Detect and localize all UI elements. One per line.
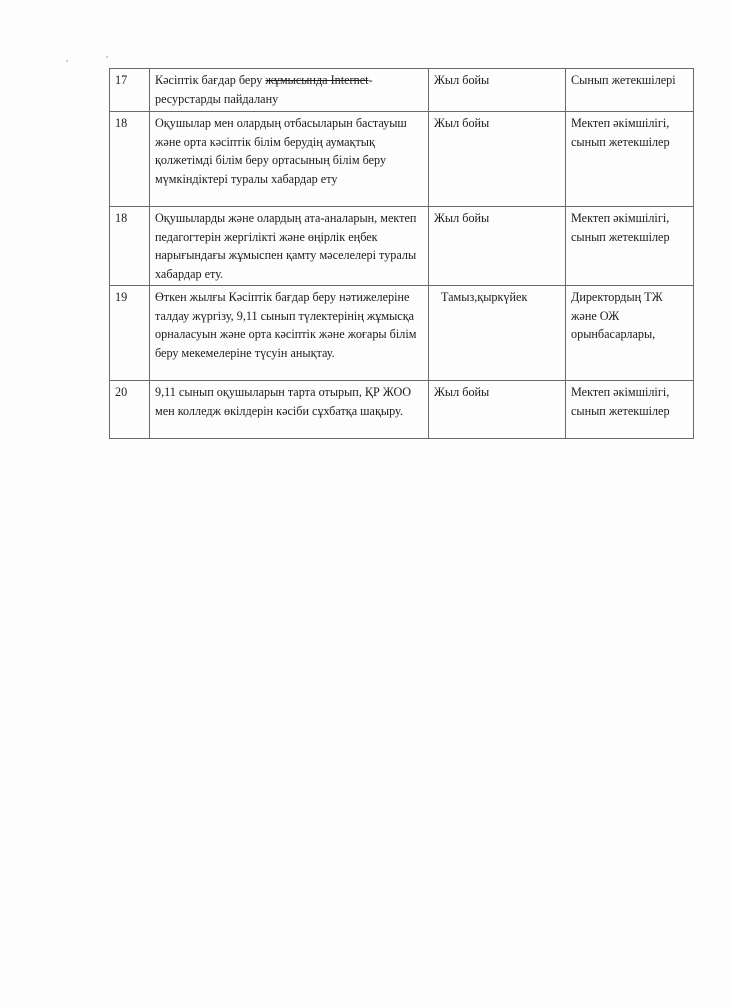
responsible-cell: Мектеп әкімшілігі, сынып жетекшілер [566,112,694,207]
row-number: 18 [110,207,150,286]
activity-cell: 9,11 сынып оқушыларын тарта отырып, ҚР ЖОО мен колледж өкілдерін кәсіби сұхбатқа шақыру. [150,381,429,439]
plan-table [109,68,694,439]
table-row [110,112,694,207]
term-cell: Жыл бойы [429,69,566,112]
term-cell: Жыл бойы [429,381,566,439]
row-number: 19 [110,286,150,381]
row-number: 20 [110,381,150,439]
responsible-cell: Мектеп әкімшілігі, сынып жетекшілер [566,381,694,439]
activity-cell: Оқушыларды және олардың ата-аналарын, мектеп педагогтерін жергілікті және өңірлік еңбек нарығындағы жұмыспен қамту мәселелері туралы хабардар ету. [150,207,429,286]
row-number: 17 [110,69,150,112]
activity-cell [150,69,429,112]
scan-speck [66,60,68,62]
responsible-cell: Директордың ТЖ және ОЖ орынбасарлары, [566,286,694,381]
row-number: 18 [110,112,150,207]
table-row [110,381,694,439]
scan-speck [106,56,108,58]
responsible-cell: Мектеп әкімшілігі, сынып жетекшілер [566,207,694,286]
term-cell: Жыл бойы [429,207,566,286]
term-cell: Жыл бойы [429,112,566,207]
responsible-cell: Сынып жетекшілері [566,69,694,112]
activity-cell: Өткен жылғы Кәсіптік бағдар беру нәтижелеріне талдау жүргізу, 9,11 сынып түлектерінің жұмысқа орналасуын және орта кәсіптік және жоғары білім беру мекемелеріне түсуін анықтау. [150,286,429,381]
term-cell: Тамыз,қыркүйек [429,286,566,381]
table-row [110,69,694,112]
activity-cell: Оқушылар мен олардың отбасыларын бастауыш және орта кәсіптік білім берудің аумақтық қолжетімді білім беру ортасының білім беру мүмкіндіктері туралы хабардар ету [150,112,429,207]
activity-text-struck: жұмысында Internet [265,73,369,87]
table-row [110,286,694,381]
table-row [110,207,694,286]
activity-text: -ресурстарды пайдалану [155,73,373,106]
activity-text: Кәсіптік бағдар беру [155,73,266,87]
